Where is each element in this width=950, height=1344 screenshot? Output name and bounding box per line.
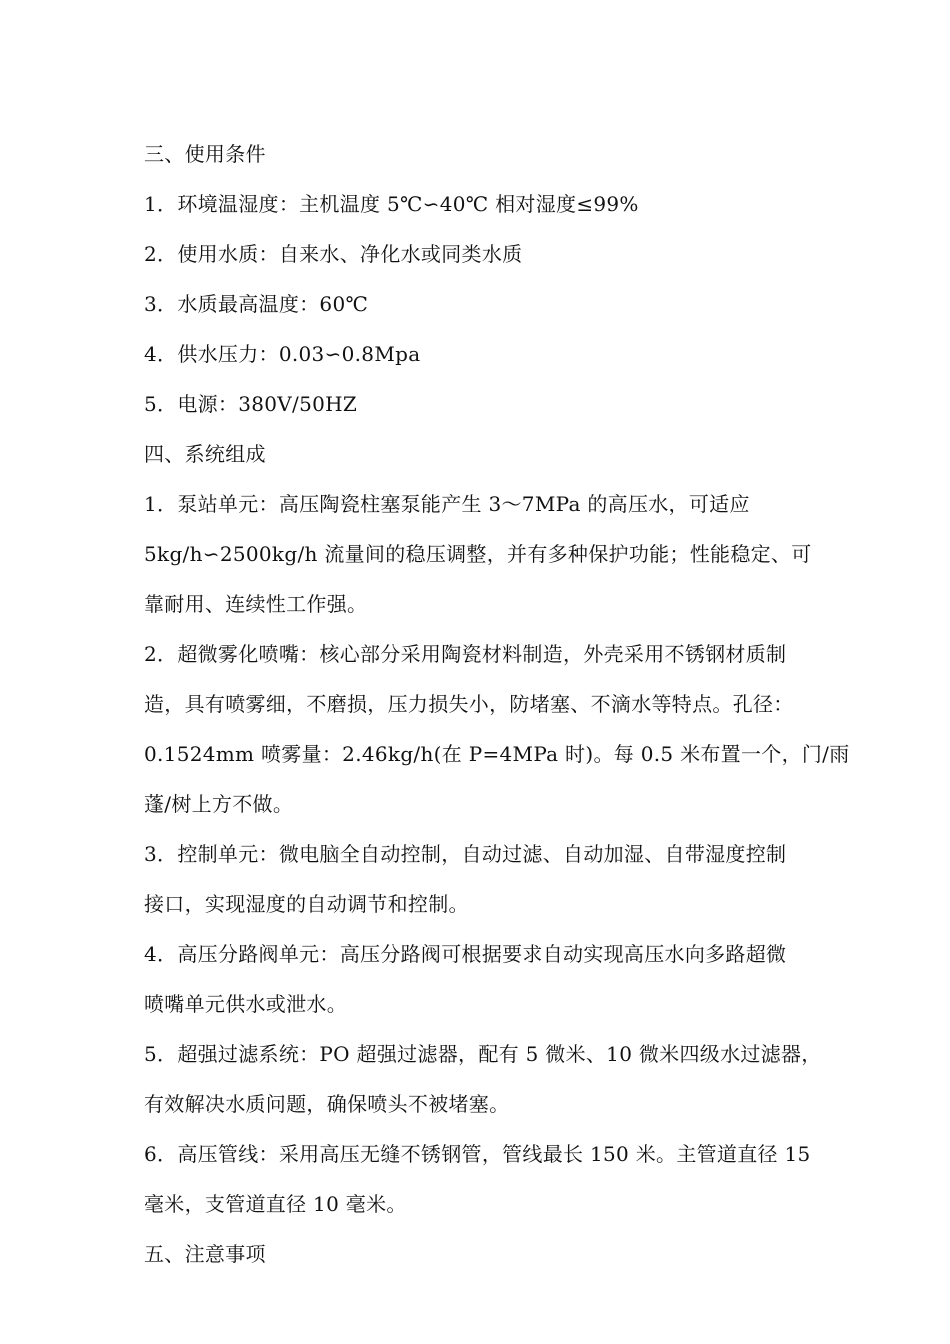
paragraph-line: 6．高压管线：采用高压无缝不锈钢管，管线最长 150 米。主管道直径 15 — [144, 1142, 811, 1166]
system-item-nozzle — [144, 629, 864, 829]
paragraph-line: 蓬/树上方不做。 — [144, 792, 294, 816]
section-heading-system: 四、系统组成 — [144, 442, 266, 466]
paragraph-line: 造，具有喷雾细，不磨损，压力损失小，防堵塞、不滴水等特点。孔径： — [144, 692, 794, 716]
section-heading-conditions: 三、使用条件 — [144, 142, 266, 166]
condition-item-pressure: 4．供水压力：0.03∽0.8Mpa — [144, 342, 421, 366]
paragraph-line: 靠耐用、连续性工作强。 — [144, 592, 368, 616]
paragraph-line: 1．泵站单元：高压陶瓷柱塞泵能产生 3～7MPa 的高压水，可适应 — [144, 492, 750, 516]
paragraph-line: 接口，实现湿度的自动调节和控制。 — [144, 892, 469, 916]
paragraph-line: 喷嘴单元供水或泄水。 — [144, 992, 347, 1016]
system-item-filter — [144, 1029, 864, 1129]
condition-item-temperature: 1．环境温湿度：主机温度 5℃∽40℃ 相对湿度≤99% — [144, 192, 639, 216]
system-item-valve — [144, 929, 864, 1029]
section-heading-precautions: 五、注意事项 — [144, 1242, 266, 1266]
condition-item-water-quality: 2．使用水质：自来水、净化水或同类水质 — [144, 242, 523, 266]
paragraph-line: 3．控制单元：微电脑全自动控制，自动过滤、自动加湿、自带湿度控制 — [144, 842, 787, 866]
condition-item-max-water-temp: 3．水质最高温度：60℃ — [144, 292, 369, 316]
document-body — [144, 129, 864, 1279]
paragraph-line: 4．高压分路阀单元：高压分路阀可根据要求自动实现高压水向多路超微 — [144, 942, 787, 966]
paragraph-line: 5．超强过滤系统：PO 超强过滤器，配有 5 微米、10 微米四级水过滤器， — [144, 1042, 822, 1066]
paragraph-line: 5kg/h∽2500kg/h 流量间的稳压调整，并有多种保护功能；性能稳定、可 — [144, 542, 812, 566]
paragraph-line: 0.1524mm 喷雾量：2.46kg/h(在 P=4MPa 时)。每 0.5 米布置一个，门/雨 — [144, 742, 850, 766]
system-item-pipeline — [144, 1129, 864, 1229]
system-item-control — [144, 829, 864, 929]
paragraph-line: 毫米，支管道直径 10 毫米。 — [144, 1192, 407, 1216]
paragraph-line: 2．超微雾化喷嘴：核心部分采用陶瓷材料制造，外壳采用不锈钢材质制 — [144, 642, 787, 666]
system-item-pump — [144, 479, 864, 629]
paragraph-line: 有效解决水质问题，确保喷头不被堵塞。 — [144, 1092, 510, 1116]
condition-item-power: 5．电源：380V/50HZ — [144, 392, 358, 416]
